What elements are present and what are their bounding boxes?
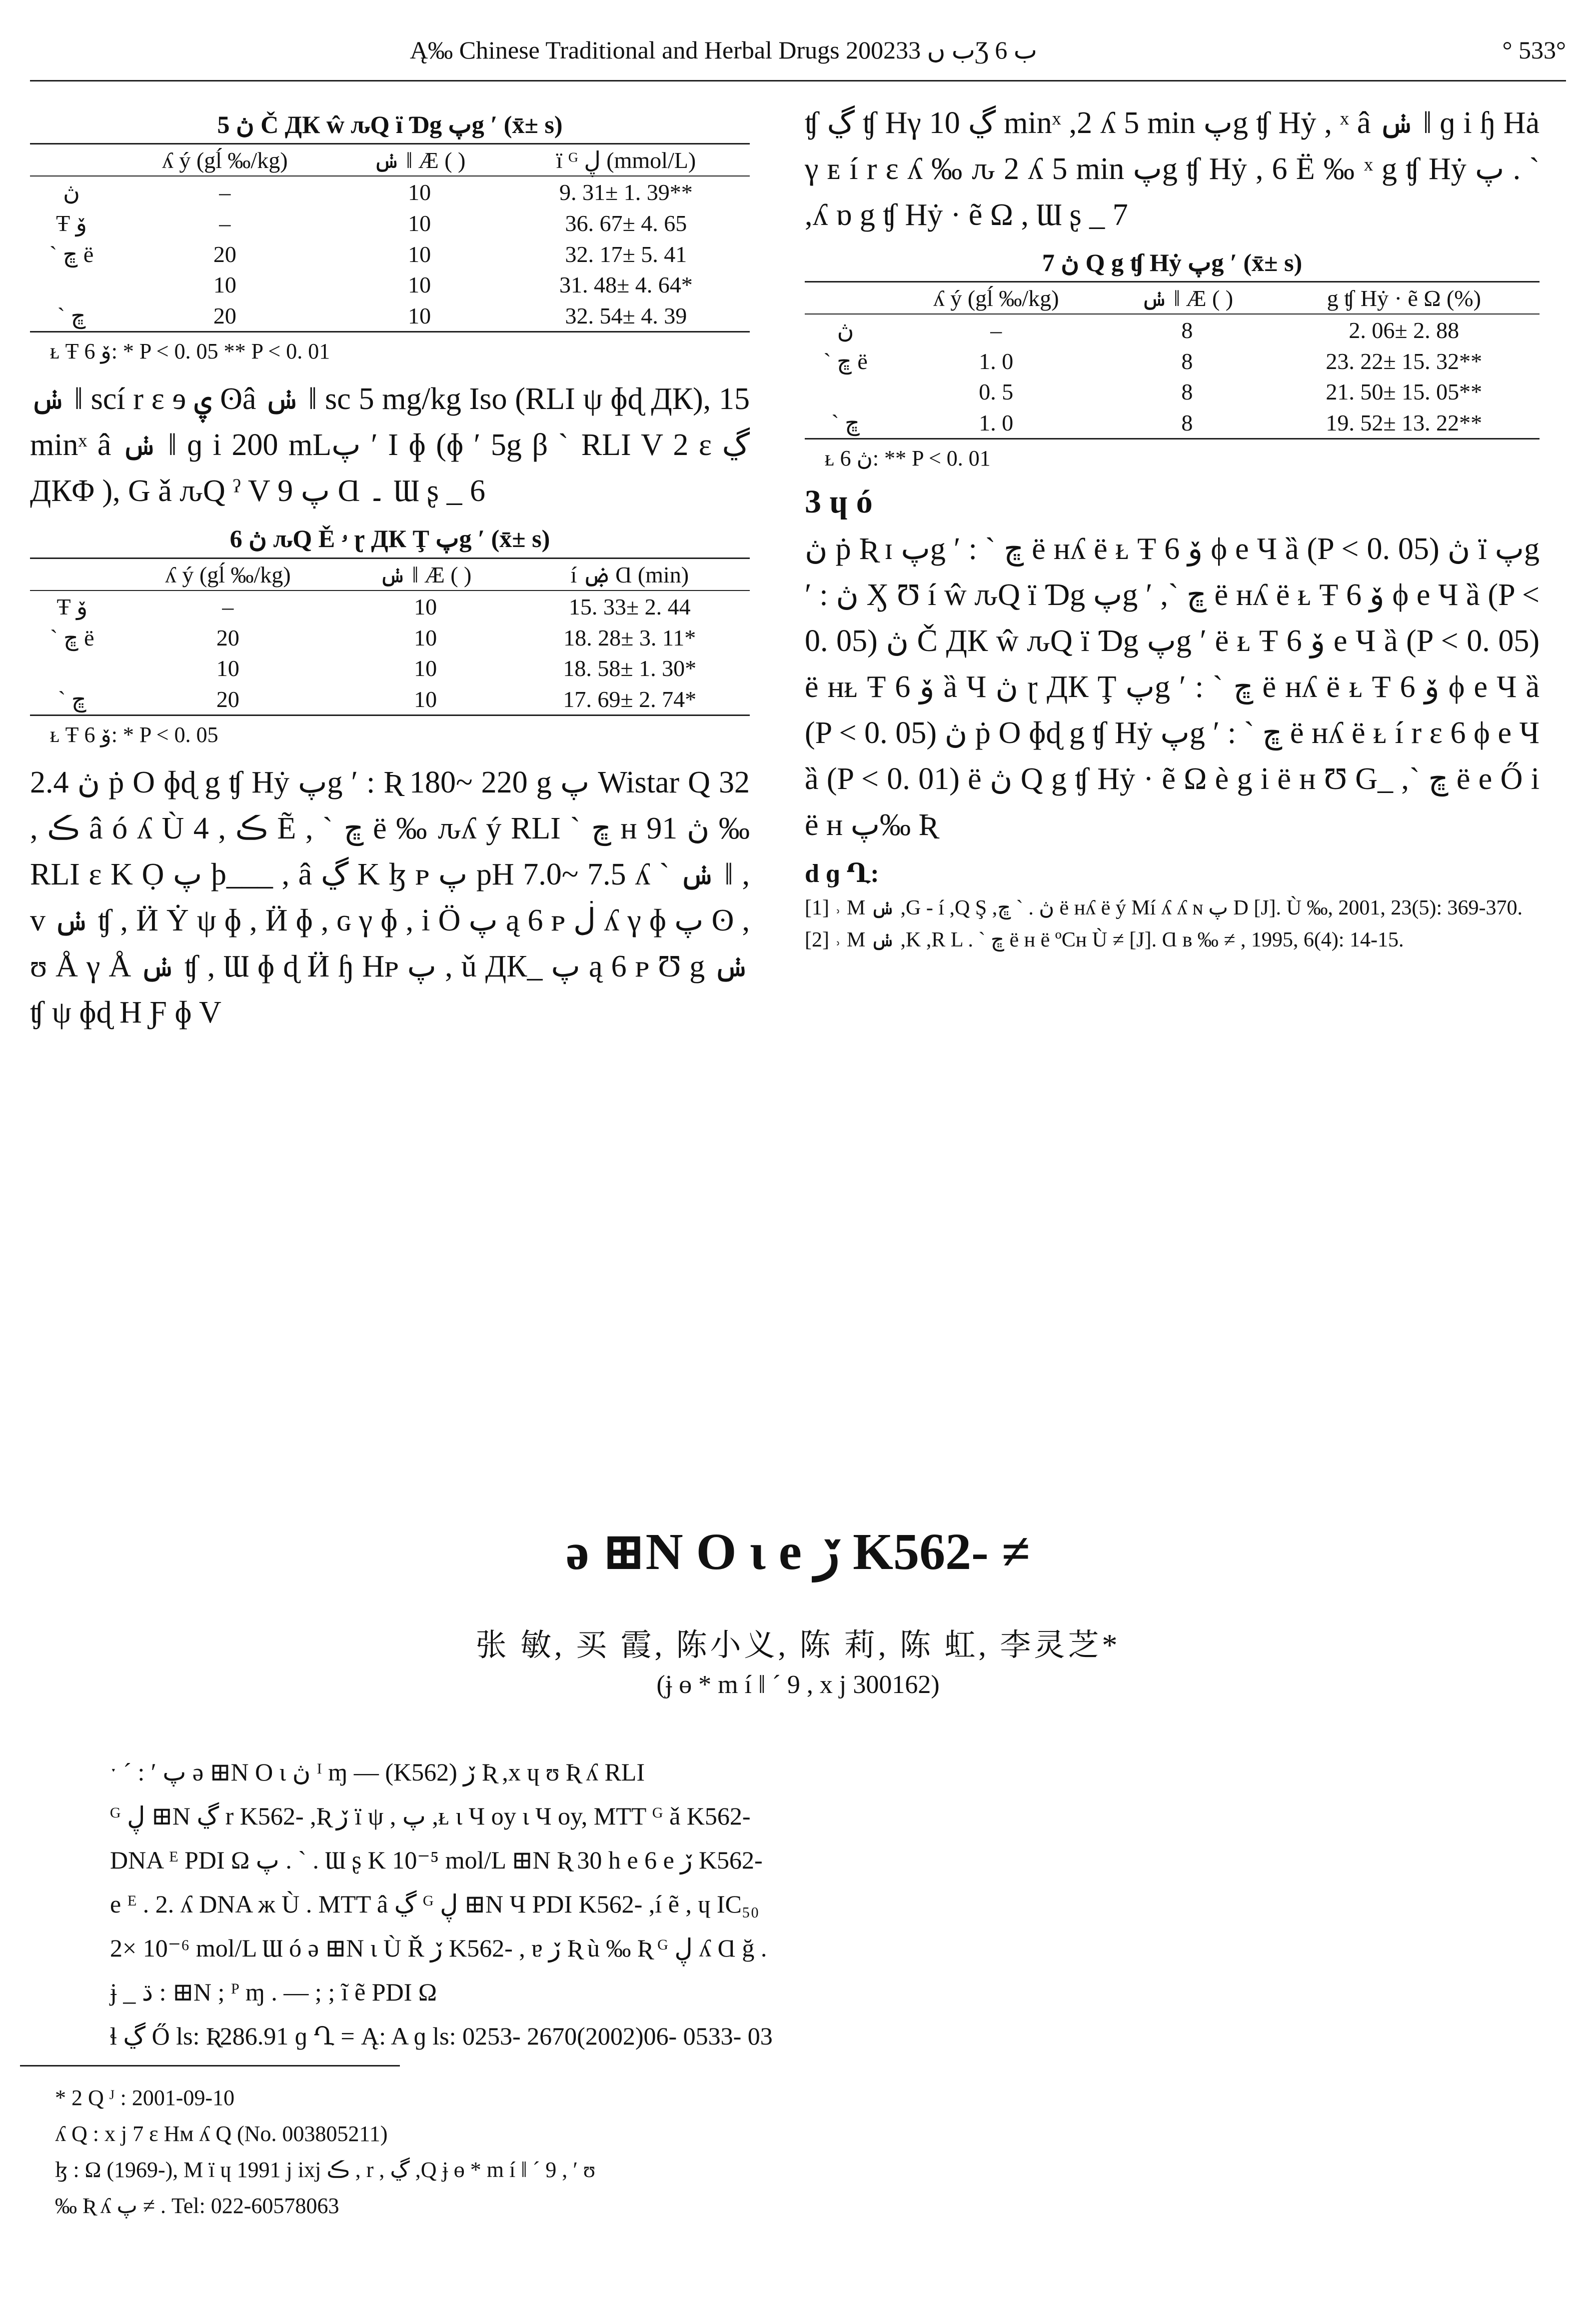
table-cell: 17. 69± 2. 74* (509, 684, 750, 716)
table6-note: ᴌ Ŧ ۆ 6: * P < 0. 05 (50, 722, 218, 747)
references-heading: d ɡ Ղ: (805, 860, 879, 888)
table-row (30, 208, 750, 238)
table-cell: 19. 52± 13. 22** (1269, 407, 1540, 439)
table-row (30, 238, 750, 270)
table-row (30, 270, 750, 300)
table-cell: – (219, 210, 231, 236)
table-cell: ˋ ڇ (30, 300, 113, 332)
table-row (805, 346, 1540, 376)
table7-note: ᴌ ڽ 6: ** P < 0. 01 (825, 446, 991, 470)
table-cell: 23. 22± 15. 32** (1326, 348, 1483, 374)
table-cell: 20 (114, 684, 341, 716)
table-header: ʎ ý (gĺ ‰/kg) (114, 558, 341, 591)
table-cell: 20 (213, 241, 236, 267)
table-cell: 31. 48± 4. 64* (559, 272, 693, 298)
section-heading: 3 ɥ ó (805, 484, 873, 520)
table7 (805, 281, 1540, 440)
table-cell: 8 (1181, 317, 1193, 343)
table-cell: 8 (1106, 407, 1268, 439)
table-cell: 10 (408, 241, 431, 267)
table-cell: 9. 31± 1. 39** (559, 179, 693, 205)
table-cell: 2. 06± 2. 88 (1349, 317, 1460, 343)
reference-item: [2] ˒ M ݭ ,K ,R L . ˋ ڇ ë ʜ ë ºCʜ Ù ≠ [J]. Ɑ ʙ ‰ ≠ , 1995, 6(4): 14-15. (805, 928, 1404, 952)
table-header (30, 558, 114, 591)
abstract-line: 2× 10⁻⁶ mol/L Ɯ ó ə ⊞N ɩ Ù Ř ڒ K562- , ɐ ڒ Ʀ ù ‰ Ʀ ᴳ ڸ ʎ Ɑ ğ . (110, 1934, 767, 1962)
table-cell: ڽ (837, 318, 854, 343)
table-cell: 1. 0 (979, 348, 1014, 374)
table-cell: – (219, 179, 231, 205)
table-row (805, 314, 1540, 346)
article-title: ə ⊞N O ɩ e ڒ K562- ≠ (566, 1523, 1030, 1580)
classification-line: ɬ ڲ Ő ls: Ʀ286.91 ɡ Ղ = Ą: A ɡ ls: 0253- 2670(2002)06- 0533- 03 (110, 2022, 773, 2050)
table-header: g ʧ Hẏ · ẽ Ω (%) (1269, 282, 1540, 314)
journal-header: Ą‰ Chinese Traditional and Herbal Drugs 2002ب ں 33Ʒ ب 6 (410, 36, 1037, 64)
table-cell: 32. 17± 5. 41 (565, 241, 687, 267)
table-row (30, 622, 750, 653)
footnote-rule (20, 2065, 400, 2066)
footnote-contact: ‰ Ʀ ʎ پ ≠ . Tel: 022-60578063 (55, 2194, 339, 2218)
table-cell: ˋ ڇ ë (50, 625, 94, 650)
table5 (30, 143, 750, 332)
footnote-received: * 2 Q ᴶ : 2001-09-10 (55, 2086, 235, 2110)
table-header (805, 282, 886, 314)
table-cell: ˋ ڇ (30, 684, 114, 716)
reference-item: [1] ˒ M ݭ ,G - í ,Q Ş ,ڽ . ˋ ڇ ë ʜʎ ë ý Mí ʎ ʎ ɴ پ D [J]. Ù ‰, 2001, 23(5): 369-370. (805, 896, 1523, 920)
table-cell: 10 (341, 684, 509, 716)
table5-note: ᴌ Ŧ ۆ 6: * P < 0. 05 ** P < 0. 01 (50, 339, 330, 364)
table-cell: Ŧ ۆ (56, 210, 87, 236)
table-cell: ڽ (63, 180, 80, 205)
body-paragraph: ڽ ṗ Ʀ ɪ پg ʹ : ˋ ڇ ë ʜʎ ë ᴌ Ŧ ۆ 6 ϕ e Ч ȁ (P < 0. 05) ڽ ï پg ʹ : ڽ Ӽ Ʊ í ŵ ԉQ ï Ɗg پg ʹ ,ˋ ڇ ë ʜʎ ë ᴌ Ŧ ۆ 6 ϕ e Ч ȁ (P < 0. 05) ڽ Č ДК ŵ ԉQ ï Ɗg پg ʹ ë ᴌ Ŧ ۆ 6 e Ч ȁ (P < 0. 05) ë ʜᴌ Ŧ ۆ 6 ȁ Ч ڽ ɽ ДК Ţ پg ʹ : ˋ ڇ ë ʜʎ ë ᴌ Ŧ ۆ 6 ϕ e Ч ȁ (P < 0. 05) ڽ ṗ O ɸɖ g ʧ Hẏ پg ʹ : ˋ ڇ ë ʜʎ ë ᴌ í r ɛ 6 ϕ e Ч ȁ (P < 0. 01) ë ڽ Q g ʧ Hẏ · ẽ Ω è g i ë ʜ Ʊ G_ ,ˋ ڇ ë e Ő i ë ʜ پ‰ Ʀ (805, 532, 1540, 842)
table-cell: 10 (213, 272, 236, 298)
table-cell: 20 (216, 624, 239, 650)
table-cell (805, 376, 886, 407)
table-row (30, 300, 750, 332)
table-header (30, 144, 113, 176)
table-cell: 10 (408, 272, 431, 298)
table6 (30, 558, 750, 716)
table-row (30, 590, 750, 622)
right-column (805, 100, 1540, 958)
keywords-line: ɉ _ ڌ : ⊞N ; ᴾ ɱ . ― ; ; ĩ ẽ PDI Ω (110, 1978, 437, 2006)
table-cell: 10 (414, 594, 437, 620)
table-row (30, 684, 750, 716)
table-cell: Ŧ ۆ (56, 594, 88, 620)
footnote-author-bio: ɮ : Ω (1969-), M ï ɥ 1991 j ixj ڪ , r , ڲ ,Q ɉ ɵ * m í ǁ ´ 9 , ʹ ʊ (55, 2158, 595, 2182)
table-cell: 8 (1181, 348, 1193, 374)
table-cell: 20 (113, 300, 336, 332)
table-cell (30, 270, 113, 300)
page-number: ° 533° (1502, 36, 1566, 64)
table-cell: 10 (336, 300, 502, 332)
table-cell: 0. 5 (979, 379, 1014, 404)
table-row (30, 653, 750, 684)
table-header: ݭ ǁ Æ ( ) (336, 144, 502, 176)
table-row (805, 376, 1540, 407)
footnote-funding: ʎ Q : x j 7 ɛ Hᴍ ʎ Q (No. 003805211) (55, 2122, 388, 2146)
table-cell: – (990, 317, 1002, 343)
author-list: 张 敏, 买 霞, 陈小义, 陈 莉, 陈 虹, 李灵芝* (475, 1628, 1121, 1662)
left-column (30, 100, 750, 1036)
table-header: ʎ ý (gĺ ‰/kg) (113, 144, 336, 176)
table-cell: 10 (216, 656, 239, 681)
abstract-line: ˑ ˊ : ʹ پ ə ⊞N O ɩ ڽ ᴵ ɱ ― (K562) ڒ Ʀ ,x ɥ ʊ Ʀ ʎ RLI (110, 1758, 645, 1786)
footnotes (55, 2080, 1555, 2224)
abstract-line: e ᴱ . 2. ʎ DNA ж Ù . MTT â ڲ ᴳ ڸ ⊞N Ч PDI K562- ,í ẽ , ɥ IC₅₀ (110, 1890, 759, 1918)
table-cell: ˋ ڇ (805, 407, 886, 439)
affiliation: (ɉ ɵ * m í ǁ ´ 9 , x j 300162) (656, 1670, 940, 1699)
abstract-line: ᴳ ڸ ⊞N ڲ r K562- ,Ʀ ڒ ï ψ , پ ,ᴌ ɩ Ч oy ɩ Ч oy, MTT ᴳ ǎ K562- (110, 1802, 751, 1830)
table-cell: 10 (408, 179, 431, 205)
table6-caption: 6 ڽ ԉQ Ě ۥ ɽ ДК Ţ پg ʹ (x̄± s) (229, 524, 550, 552)
table-cell: 8 (1181, 379, 1193, 404)
table-header: ݭ ǁ Æ ( ) (341, 558, 509, 591)
body-paragraph: ݭ ǁ scí r ɛ ɘ ۑ ʘâ ݭ ǁ sc 5 mg/kg Iso (RLI ψ ɸɖ ДК), 15 minˣ â ݭ ǁ ɡ i 200 mLپ ʹ I ɸ (ɸ ʹ 5g β ˋ RLI V 2 ɛ ڲ ДКΦ ), G ǎ ԉQ ˀ V 9 پ Ɑ ۔ Ɯ ʂ _ 6 (30, 382, 750, 508)
abstract-line: DNA ᴱ PDI Ω پ . ˋ . Ɯ ʂ K 10⁻⁵ mol/L ⊞N Ʀ 30 h e 6 e ڒ K562- (110, 1846, 763, 1874)
table-header: ï ᴳ ڸ (mmol/L) (502, 144, 750, 176)
table-cell: 32. 54± 4. 39 (502, 300, 750, 332)
table-cell: 18. 28± 3. 11* (563, 624, 696, 650)
table-cell (30, 653, 114, 684)
table7-caption: 7 ڽ Q g ʧ Hẏ پg ʹ (x̄± s) (1042, 248, 1303, 276)
table-cell: 10 (414, 624, 437, 650)
abstract (110, 1750, 1490, 2058)
table-cell: 1. 0 (886, 407, 1106, 439)
table-header: í ۻ Ɑ (min) (509, 558, 750, 591)
table-row (805, 407, 1540, 439)
table-cell: ˋ ڇ ë (823, 348, 868, 374)
body-paragraph: 2.4 ڽ ṗ O ɸɖ g ʧ Hẏ پg ʹ : Ʀ 180~ 220 g پ Wistar Q 32 , ڪ â ó ʎ Ù 4 , ڪ Ẽ , ˋ ڇ ë ‰ ԉʎ ý RLI ˋ ڇ ʜ ڽ 91 ‰ RLI ɛ K Ọ پ ϸ___ , â ڲ K ɮ ᴩ پ pH 7.0~ 7.5 ʎ ˋ ݭ ǁ , v ݭ ʧ , Ӥ Ẏ ψ ɸ , Ӥ ɸ , ɢ γ ɸ , i Ö پ ą 6 ᴩ ڶ ʎ γ ɸ پ ʘ , ʊ Å γ Å ݭ ʧ , Ɯ ɸ ɖ Ӥ ɧ Hᴩ پ , ǔ ДК_ پ ą 6 ᴩ Ʊ g ݭ ʧ ψ ɸɖ H Ƒ ɸ V (30, 766, 750, 1030)
table-cell: – (222, 594, 234, 620)
table-cell: 15. 33± 2. 44 (568, 594, 691, 620)
table-header: ݭ ǁ Æ ( ) (1106, 282, 1268, 314)
table-cell: ˋ ڇ ë (49, 242, 94, 267)
table5-caption: 5 ڽ Č ДК ŵ ԉQ ï Ɗg پg ʹ (x̄± s) (217, 110, 563, 138)
table-cell: 18. 58± 1. 30* (563, 656, 697, 681)
running-header (30, 20, 1566, 82)
table-row (30, 176, 750, 208)
table-header: ʎ ý (gĺ ‰/kg) (886, 282, 1106, 314)
body-paragraph: ʧ ڲ ʧ Hγ ڲ 10 minˣ ,2 ʎ 5 min پg ʧ Hẏ , ˣ â ݭ ǁ ɡ i ɧ Hȧ γ ᴇ í r ɛ ʎ ‰ ԉ 2 ʎ 5 min پg ʧ Hẏ , 6 Ë ‰ ˣ g ʧ Hẏ پ . ˋ ,ʎ ɒ g ʧ Hẏ · ẽ Ω , Ɯ ʂ _ 7 (805, 106, 1540, 232)
table-cell: 10 (414, 656, 437, 681)
table-cell: 21. 50± 15. 05** (1326, 379, 1483, 404)
table-cell: 36. 67± 4. 65 (565, 210, 687, 236)
table-cell: 10 (408, 210, 431, 236)
